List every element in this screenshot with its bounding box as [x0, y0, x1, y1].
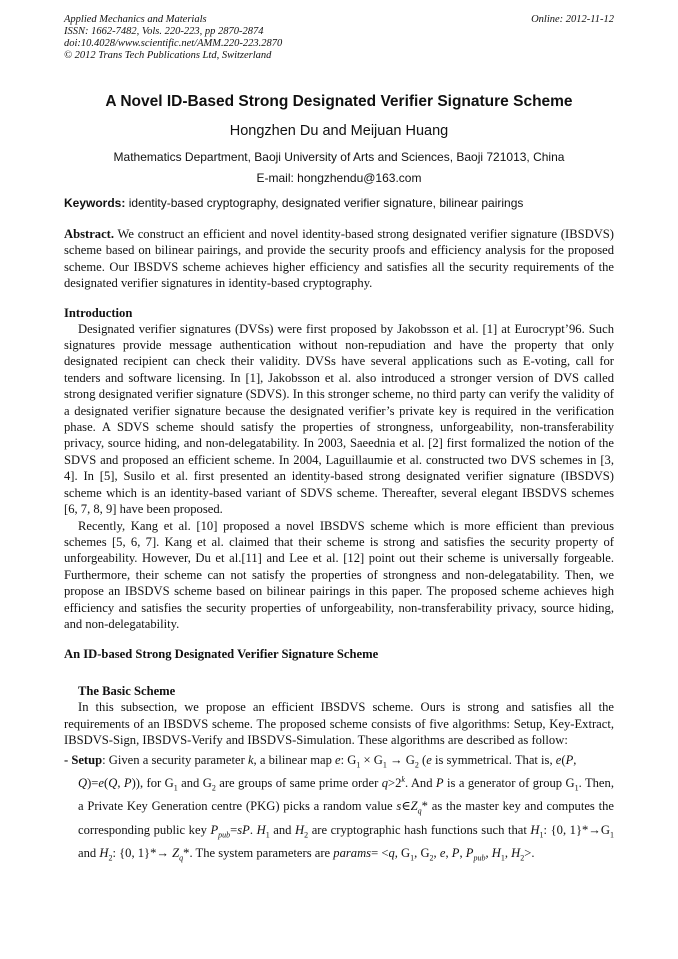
scheme-paragraph-1: In this subsection, we propose an efficient IBSDVS scheme. Ours is strong and satisfies all the requirements of an IBSDVS scheme. The proposed scheme consists of five algorithms: Setup, Key-Extract, IBSDVS-Sign, IBSDVS-Verify and IBSDVS-Simulation. These algorithms are described as follow: — [64, 700, 614, 748]
affiliation-block — [64, 147, 614, 189]
intro-paragraph-2: Recently, Kang et al. [10] proposed a novel IBSDVS scheme which is more efficient than previous schemes [5, 6, 7]. Kang et al. claimed that their scheme is strong and satisfies the security property of unforgeability. However, Du et al.[11] and Lee et al. [12] point out their scheme is universally forgeable. Furthermore, their scheme can not satisfy the properties of strongness and non-delegatability. Then, we propose an IBSDVS scheme based on bilinear pairings in this paper. The proposed scheme achieves high efficiency and satisfies the security properties of unforgeability, non-transferability privacy, source hiding, and non-delegatability. — [64, 518, 614, 631]
copyright-line: © 2012 Trans Tech Publications Ltd, Switzerland — [64, 50, 272, 61]
abstract — [64, 226, 614, 292]
issn-line: ISSN: 1662-7482, Vols. 220-223, pp 2870-2874 — [64, 26, 264, 37]
authors: Hongzhen Du and Meijuan Huang — [229, 123, 449, 139]
subsection-heading-basic: The Basic Scheme — [78, 684, 176, 699]
affiliation: Mathematics Department, Baoji University of Arts and Sciences, Baoji 721013, China — [113, 150, 565, 164]
abstract-text: We construct an efficient and novel identity-based strong designated verifier signature (IBSDVS) scheme based on bilinear pairings, and provide the security proofs and efficiency analysis for the proposed scheme. Our IBSDVS scheme achieves higher efficiency and satisfies all the security requirements of the designated verifier signatures in identity-based cryptography. — [64, 227, 614, 291]
section-heading-scheme: An ID-based Strong Designated Verifier Signature Scheme — [64, 647, 379, 662]
keywords — [64, 196, 614, 210]
setup-label: - Setup — [64, 752, 103, 767]
abstract-label: Abstract. — [64, 227, 115, 241]
keywords-label: Keywords: — [64, 196, 126, 210]
setup-algorithm: - Setup: Given a security parameter k, a bilinear map e: $G_1 \times G_1 \to G_2$ (e is symmetrical. That is, e(P, Q)=e(Q, P)), for $G_1$ and $G_2$ are groups of same prime order $q>2^k$. And P is a generator of group $G_1$. Then, a Private Key Generation centre (PKG) picks a random value $s\in Z_q*$ as the master key and computes the corresponding public key $P_{pub}=sP$. $H_1$ and $H_2$ are cryptographic hash functions such that $H_1$: {0, $1\}*\to G_1$ and $H_2$: {0, $1\}*\to Z_q*$. The system parameters are params= <q, $G_1$, $G_2$, e, P, $P_{pub}$, $H_1$, $H_2>$. — [64, 752, 615, 863]
doi-line: doi:10.4028/www.scientific.net/AMM.220-223.2870 — [64, 38, 283, 49]
journal-header — [64, 14, 614, 62]
online-date: Online: 2012-11-12 — [531, 14, 614, 25]
journal-name: Applied Mechanics and Materials — [64, 14, 207, 25]
paper-title: A Novel ID-Based Strong Designated Verifier Signature Scheme — [105, 93, 573, 110]
keywords-text: identity-based cryptography, designated verifier signature, bilinear pairings — [128, 196, 524, 210]
section-heading-introduction: Introduction — [64, 305, 133, 320]
intro-paragraph-1: Designated verifier signatures (DVSs) were first proposed by Jakobsson et al. [1] at Eurocrypt’96. Such signatures provide message authentication without non-repudiation and have the property that only designated recipient can check their validity. DVSs have several applications such as E-voting, call for tenders and software licensing. In [1], Jakobsson et al. also introduced a stronger version of DVS called strong designated verifier signature (SDVS). In this stronger scheme, no third party can verify the validity of a designated verifier signature because the designated verifier’s private key is required in the verification phase. A SDVS scheme should satisfy the properties of strongness, unforgeability, non-transferability privacy, source hiding, and non-delegatability. In 2003, Saeednia et al. [2] first formalized the notion of the SDVS and proposed an efficient scheme. In 2004, Laguillaumie et al. constructed two DVS schemes in [3, 4]. In [5], Susilo et al. first presented an identity-based strong designated verifier signature (IBSDVS) scheme which is an identity-based variant of SDVS scheme. Thereafter, several elegant IBSDVS schemes [6, 7, 8, 9] have been proposed. — [64, 321, 614, 517]
email: E-mail: hongzhendu@163.com — [256, 171, 422, 185]
